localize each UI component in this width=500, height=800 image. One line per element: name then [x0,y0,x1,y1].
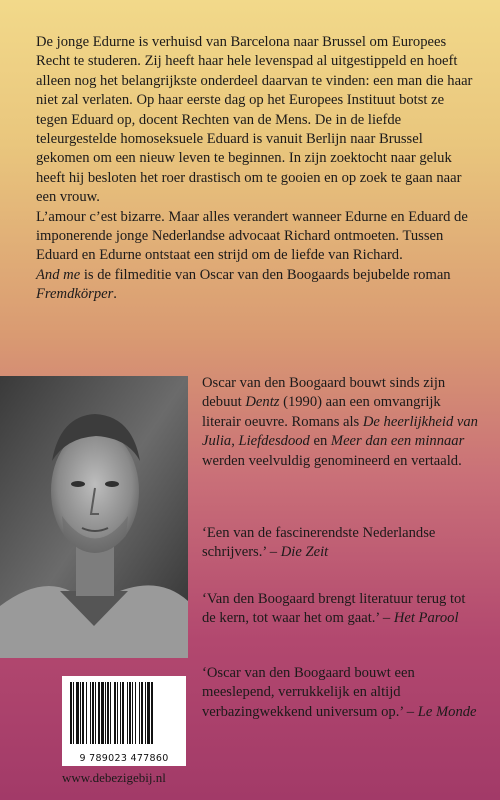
press-quote-3: ‘Oscar van den Boogaard bouwt een meeslepend, verrukkelijk en altijd verbazingwekkend universum op.’ – Le Monde [202,665,477,720]
blurb-paragraph-3: And me is de filmeditie van Oscar van den Boogaards bejubelde roman Fremdkörper. [36,266,451,303]
quote-source-2: Het Parool [393,610,459,627]
barcode-bars [62,676,186,752]
author-photo [0,376,188,658]
publisher-url[interactable]: www.debezigebij.nl [62,770,166,785]
author-bio: Oscar van den Boogaard bouwt sinds zijn debuut Dentz (1990) aan een omvangrijk literair oeuvre. Romans als De heerlijkheid van Julia, Liefdesdood en Meer dan een minnaar werden veelvuldig genomineerd en vertaald. [202,375,478,469]
press-quote-2: ‘Van den Boogaard brengt literatuur terug tot de kern, tot waar het om gaat.’ – Het Parool [202,591,466,627]
novel-title-3: Meer dan een minnaar [330,433,465,450]
blurb-paragraph-2: L’amour c’est bizarre. Maar alles verandert wanneer Edurne en Eduard de imponerende jonge Nederlandse advocaat Richard ontmoeten. Tussen Eduard en Edurne ontstaat een strijd om de liefde van Richard. [36,208,468,264]
debut-title: Dentz [245,394,280,411]
isbn-number: 9 789023 477860 [79,753,169,764]
quote-source-3: Le Monde [417,703,477,720]
film-title: And me [36,266,81,283]
novel-title-2: Liefdesdood [238,433,310,450]
back-cover-blurb [36,33,476,305]
novel-title-1: De heerlijkheid van Julia [202,413,478,450]
barcode [62,676,186,766]
blurb-paragraph-1: De jonge Edurne is verhuisd van Barcelona naar Brussel om Europees Recht te studeren. Zij heeft haar hele levenspad al uitgestippeld en hoeft alleen nog het belangrijkste onderdeel daarvan te vinden: een man die haar niet zal verlaten. Op haar eerste dag op het Europees Instituut botst ze tegen Eduard op, docent Rechten van de Mens. De in de liefde teleurgestelde homoseksuele Eduard is vanuit Berlijn naar Brussel gekomen om een nieuw leven te beginnen. In zijn zoektocht naar geluk heeft hij besloten het roer drastisch om te gooien en op zoek te gaan naar een vrouw. [36,34,473,206]
novel-title: Fremdkörper [36,286,114,303]
quote-source-1: Die Zeit [280,544,329,561]
press-quote-1: ‘Een van de fascinerendste Nederlandse schrijvers.’ – Die Zeit [202,525,436,561]
